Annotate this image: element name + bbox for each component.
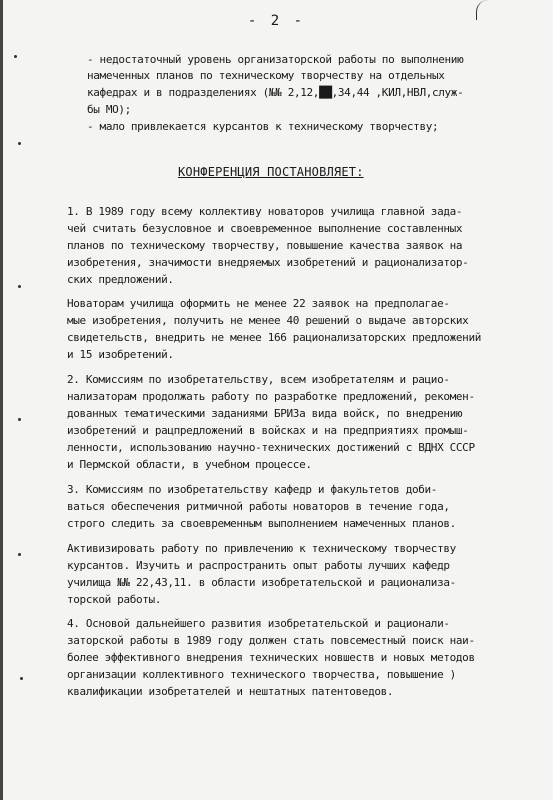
paragraph-line: ленности, использованию научно-технических достижений с ВДНХ СССР — [67, 441, 475, 454]
paragraph-line: 4. Основой дальнейшего развития изобретательской и рационали- — [67, 617, 450, 630]
scan-edge — [0, 0, 3, 800]
bullet-line: бы МО); — [87, 103, 131, 116]
paragraph-line: планов по техническому творчеству, повышение качества заявок на — [67, 239, 463, 252]
paragraph-line: строго следить за своевременным выполнением намеченных планов. — [67, 517, 456, 530]
paragraph-line: чей считать безусловное и своевременное выполнение составленных — [67, 222, 463, 235]
paragraph-line: ских предложений. — [67, 273, 174, 286]
paragraph-line: более эффективного внедрения технических новшеств и новых методов — [67, 651, 475, 664]
paragraph-line: и Пермской области, в учебном процессе. — [67, 458, 312, 471]
paragraph-line: ваться обеспечения ритмичной работы новаторов в течение года, — [67, 500, 450, 513]
scan-speck — [18, 142, 21, 145]
bullet-line: - мало привлекается курсантов к техническому творчеству; — [87, 120, 439, 133]
scan-speck — [18, 418, 21, 421]
paragraph-line: свидетельств, внедрить не менее 166 рационализаторских предложений — [67, 331, 481, 344]
paragraph-line: изобретений и рацпредложений в войсках и на предприятиях промыш- — [67, 424, 469, 437]
paragraph-line: дованных тематическими заданиями БРИЗа вида войск, по внедрению — [67, 407, 463, 420]
paragraph-line: нализаторам продолжать работу по разработке предложений, рекомен- — [67, 390, 475, 403]
paragraph-line: курсантов. Изучить и распространить опыт работы лучших кафедр — [67, 559, 450, 572]
paragraph-line: мые изобретения, получить не менее 40 решений о выдаче авторских — [67, 314, 469, 327]
paragraph-line: изобретения, значимости внедряемых изобретений и рационализатор- — [67, 256, 469, 269]
bullet-line: намеченных планов по техническому творчеству на отдельных — [87, 69, 445, 82]
paragraph-line: 3. Комиссиям по изобретательству кафедр и факультетов доби- — [67, 483, 438, 496]
scan-speck — [20, 677, 23, 680]
paragraph-line: Активизировать работу по привлечению к техническому творчеству — [67, 542, 456, 555]
paragraph-line: Новаторам училища оформить не менее 22 заявок на предполагае- — [67, 297, 450, 310]
scan-speck — [14, 55, 17, 58]
paragraph-line: и 15 изобретений. — [67, 348, 174, 361]
section-heading: КОНФЕРЕНЦИЯ ПОСТАНОВЛЯЕТ: — [178, 165, 364, 179]
paragraph-line: 1. В 1989 году всему коллективу новаторов училища главной зада- — [67, 205, 463, 218]
scan-speck — [18, 285, 21, 288]
bullet-line: - недостаточный уровень организаторской работы по выполнению — [87, 53, 464, 66]
paragraph-line: заторской работы в 1989 году должен стать повсеместный поиск наи- — [67, 634, 475, 647]
page-number: - 2 - — [247, 13, 306, 29]
paragraph-line: организации коллективного технического творчества, повышение ) — [67, 668, 456, 681]
scan-speck — [18, 553, 21, 556]
paragraph-line: квалификации изобретателей и нештатных патентоведов. — [67, 685, 394, 698]
paragraph-line: торской работы. — [67, 593, 162, 606]
paragraph-line: 2. Комиссиям по изобретательству, всем изобретателям и рацио- — [67, 373, 450, 386]
bullet-line: кафедрах и в подразделениях (№№ 2,12,██,34,44 ,КИЛ,НВЛ,служ- — [87, 86, 464, 99]
paragraph-line: училища №№ 22,43,11. в области изобретательской и рационализа- — [67, 576, 456, 589]
